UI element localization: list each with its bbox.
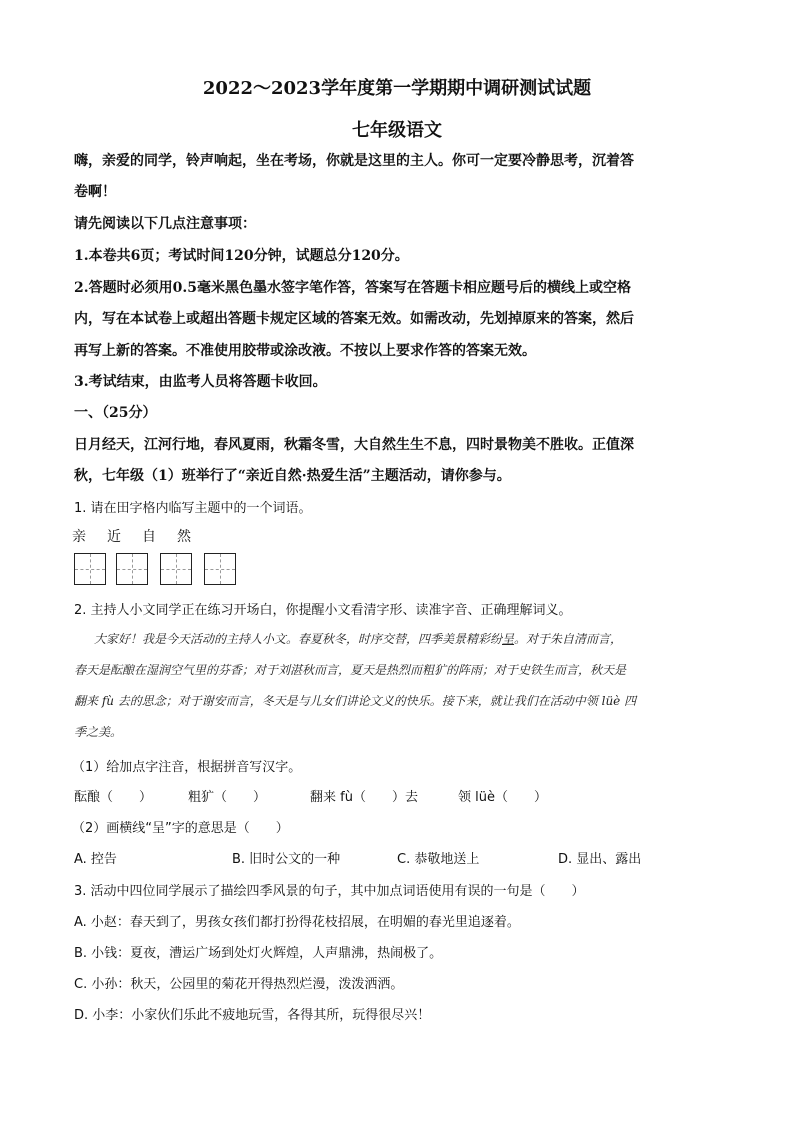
passage-line: 春天是酝酿在湿润空气里的芬香；对于刘湛秋而言，夏天是热烈而粗犷的阵雨；对于史铁生而言，秋天是 [74, 663, 627, 677]
rule-1: 1.本卷共6页；考试时间120分钟，试题总分120分。 [74, 248, 409, 264]
section-paragraph-line: 日月经天，江河行地，春风夏雨，秋霜冬雪，大自然生生不息，四时景物美不胜收。正值深 [74, 437, 634, 453]
pinyin-blank[interactable]: 粗犷（ ） [188, 790, 267, 805]
tianzige-box[interactable] [204, 553, 236, 585]
question-1-stem: 1. 请在田字格内临写主题中的一个词语。 [74, 501, 312, 516]
rule-2-line: 再写上新的答案。不准使用胶带或涂改液。不按以上要求作答的答案无效。 [74, 343, 536, 359]
notice-heading: 请先阅读以下几点注意事项： [74, 216, 256, 232]
intro-line: 卷啊！ [74, 184, 116, 200]
question-2-stem: 2. 主持人小文同学正在练习开场白，你提醒小文看清字形、读准字音、正确理解词义。 [74, 603, 572, 618]
sub-question-2: （2）画横线“呈”字的意思是（ ） [72, 821, 289, 836]
rule-2-line: 2.答题时必须用0.5毫米黑色墨水签字笔作答，答案写在答题卡相应题号后的横线上或空格 [74, 280, 631, 296]
copy-char: 亲 [72, 529, 86, 545]
underlined-char: 呈 [502, 632, 515, 646]
option-d[interactable]: D. 显出、露出 [558, 852, 642, 867]
tianzige-box[interactable] [116, 553, 148, 585]
pinyin-blank[interactable]: 领 lüè（ ） [458, 790, 547, 805]
passage-line: 季之美。 [74, 725, 123, 739]
question-3-stem: 3. 活动中四位同学展示了描绘四季风景的句子，其中加点词语使用有误的一句是（ ） [74, 884, 585, 899]
section-heading: 一、（25分） [74, 405, 157, 421]
option-b[interactable]: B. 小钱：夏夜，漕运广场到处灯火辉煌，人声鼎沸，热闹极了。 [74, 946, 443, 961]
intro-line: 嗨，亲爱的同学，铃声响起，坐在考场，你就是这里的主人。你可一定要冷静思考，沉着答 [74, 153, 634, 169]
pinyin-blank[interactable]: 酝酿（ ） [74, 790, 153, 805]
sub-question-1: （1）给加点字注音，根据拼音写汉字。 [72, 760, 302, 775]
option-c[interactable]: C. 小孙：秋天，公园里的菊花开得热烈烂漫，泼泼洒洒。 [74, 977, 404, 992]
passage-text: 。对于朱自清而言， [514, 632, 623, 646]
option-d[interactable]: D. 小李：小家伙们乐此不疲地玩雪，各得其所，玩得很尽兴！ [74, 1008, 431, 1023]
rule-3: 3.考试结束，由监考人员将答题卡收回。 [74, 374, 327, 390]
option-b[interactable]: B. 旧时公文的一种 [232, 852, 341, 867]
copy-char: 然 [177, 529, 191, 545]
tianzige-box[interactable] [74, 553, 106, 585]
section-paragraph-line: 秋，七年级（1）班举行了“亲近自然·热爱生活”主题活动，请你参与。 [74, 468, 511, 484]
passage-text: 大家好！我是今天活动的主持人小文。春夏秋冬，时序交替，四季美景精彩纷 [94, 632, 503, 646]
copy-char: 近 [107, 529, 121, 545]
passage-line: 翻来 fù 去的思念；对于谢安而言，冬天是与儿女们讲论文义的快乐。接下来，就让我们在活动中领 lüè 四 [74, 694, 637, 708]
option-a[interactable]: A. 控告 [74, 852, 117, 867]
tianzige-box[interactable] [160, 553, 192, 585]
pinyin-blank[interactable]: 翻来 fù（ ）去 [310, 790, 418, 805]
rule-2-line: 内，写在本试卷上或超出答题卡规定区域的答案无效。如需改动，先划掉原来的答案，然后 [74, 311, 634, 327]
exam-title: 2022～2023学年度第一学期期中调研测试试题 [202, 78, 592, 99]
copy-char: 自 [142, 529, 156, 545]
passage-line [94, 630, 754, 647]
option-c[interactable]: C. 恭敬地送上 [397, 852, 480, 867]
exam-subtitle: 七年级语文 [352, 120, 442, 141]
option-a[interactable]: A. 小赵：春天到了，男孩女孩们都打扮得花枝招展，在明媚的春光里追逐着。 [74, 915, 520, 930]
